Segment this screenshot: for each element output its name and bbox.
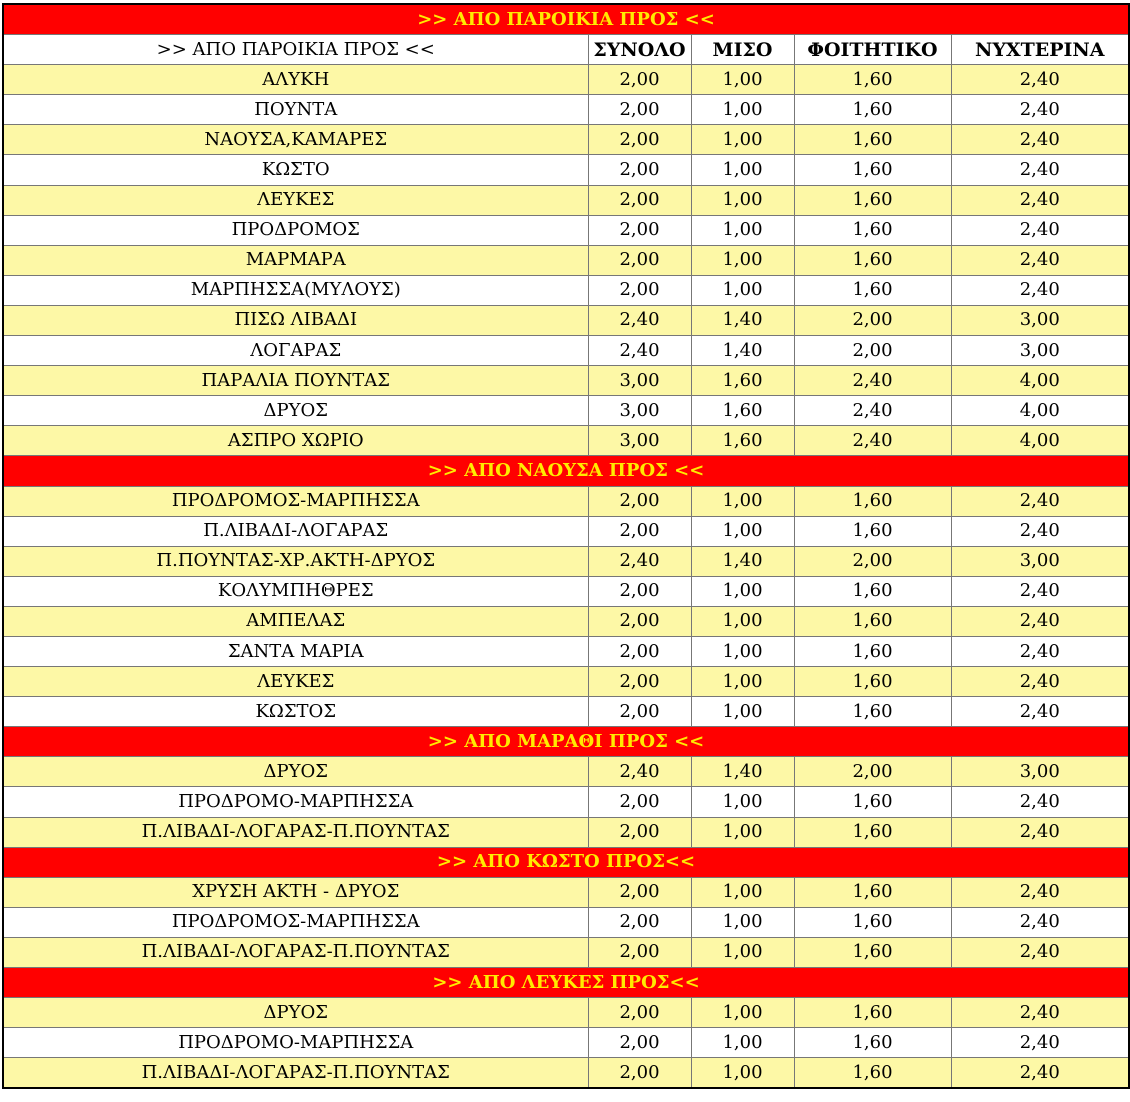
half-fare-cell: 1,00: [691, 486, 794, 516]
route-cell: ΔΡΥΟΣ: [3, 998, 588, 1028]
route-cell: ΛΕΥΚΕΣ: [3, 185, 588, 215]
half-fare-cell: 1,00: [691, 215, 794, 245]
route-cell: ΜΑΡΜΑΡΑ: [3, 245, 588, 275]
table-row: [3, 576, 1129, 606]
half-fare-cell: 1,00: [691, 275, 794, 305]
student-fare-cell: 2,00: [794, 305, 951, 335]
half-fare-cell: 1,00: [691, 1058, 794, 1089]
half-fare-cell: 1,40: [691, 757, 794, 787]
half-fare-cell: 1,00: [691, 667, 794, 697]
column-header-total: ΣΥΝΟΛΟ: [588, 35, 691, 65]
total-fare-cell: 2,40: [588, 305, 691, 335]
total-fare-cell: 2,00: [588, 667, 691, 697]
half-fare-cell: 1,00: [691, 576, 794, 606]
route-cell: ΠΡΟΔΡΟΜΟ-ΜΑΡΠΗΣΣΑ: [3, 787, 588, 817]
half-fare-cell: 1,00: [691, 817, 794, 847]
route-cell: ΛΟΓΑΡΑΣ: [3, 336, 588, 366]
total-fare-cell: 2,00: [588, 877, 691, 907]
student-fare-cell: 2,00: [794, 336, 951, 366]
route-cell: ΔΡΥΟΣ: [3, 396, 588, 426]
half-fare-cell: 1,00: [691, 516, 794, 546]
night-fare-cell: 3,00: [951, 336, 1129, 366]
student-fare-cell: 1,60: [794, 937, 951, 967]
total-fare-cell: 2,00: [588, 817, 691, 847]
table-row: [3, 817, 1129, 847]
route-cell: ΠΑΡΑΛΙΑ ΠΟΥΝΤΑΣ: [3, 366, 588, 396]
night-fare-cell: 2,40: [951, 185, 1129, 215]
table-row: [3, 1028, 1129, 1058]
night-fare-cell: 2,40: [951, 998, 1129, 1028]
table-row: [3, 937, 1129, 967]
night-fare-cell: 2,40: [951, 155, 1129, 185]
student-fare-cell: 2,40: [794, 426, 951, 456]
table-row: [3, 636, 1129, 666]
fare-table: [2, 3, 1130, 1089]
student-fare-cell: 1,60: [794, 245, 951, 275]
table-row: [3, 697, 1129, 727]
student-fare-cell: 1,60: [794, 95, 951, 125]
night-fare-cell: 3,00: [951, 305, 1129, 335]
half-fare-cell: 1,40: [691, 305, 794, 335]
route-cell: ΠΡΟΔΡΟΜΟ-ΜΑΡΠΗΣΣΑ: [3, 1028, 588, 1058]
half-fare-cell: 1,00: [691, 937, 794, 967]
half-fare-cell: 1,40: [691, 336, 794, 366]
total-fare-cell: 2,00: [588, 65, 691, 95]
total-fare-cell: 2,00: [588, 606, 691, 636]
student-fare-cell: 1,60: [794, 697, 951, 727]
half-fare-cell: 1,00: [691, 125, 794, 155]
night-fare-cell: 2,40: [951, 576, 1129, 606]
column-header-night: ΝΥΧΤΕΡΙΝΑ: [951, 35, 1129, 65]
column-header-half: ΜΙΣΟ: [691, 35, 794, 65]
half-fare-cell: 1,00: [691, 1028, 794, 1058]
table-row: [3, 907, 1129, 937]
night-fare-cell: 2,40: [951, 65, 1129, 95]
table-row: [3, 486, 1129, 516]
table-row: [3, 366, 1129, 396]
route-cell: ΠΡΟΔΡΟΜΟΣ: [3, 215, 588, 245]
total-fare-cell: 2,00: [588, 155, 691, 185]
night-fare-cell: 2,40: [951, 516, 1129, 546]
night-fare-cell: 2,40: [951, 877, 1129, 907]
student-fare-cell: 1,60: [794, 817, 951, 847]
column-header-row: [3, 35, 1129, 65]
route-cell: ΑΣΠΡΟ ΧΩΡΙΟ: [3, 426, 588, 456]
night-fare-cell: 2,40: [951, 1028, 1129, 1058]
table-row: [3, 606, 1129, 636]
night-fare-cell: 2,40: [951, 125, 1129, 155]
table-row: [3, 667, 1129, 697]
half-fare-cell: 1,60: [691, 396, 794, 426]
night-fare-cell: 2,40: [951, 245, 1129, 275]
route-cell: ΠΙΣΩ ΛΙΒΑΔΙ: [3, 305, 588, 335]
student-fare-cell: 2,40: [794, 366, 951, 396]
total-fare-cell: 2,00: [588, 486, 691, 516]
total-fare-cell: 2,00: [588, 907, 691, 937]
route-cell: Π.ΛΙΒΑΔΙ-ΛΟΓΑΡΑΣ: [3, 516, 588, 546]
total-fare-cell: 3,00: [588, 366, 691, 396]
total-fare-cell: 2,40: [588, 757, 691, 787]
night-fare-cell: 2,40: [951, 787, 1129, 817]
half-fare-cell: 1,00: [691, 606, 794, 636]
table-row: [3, 155, 1129, 185]
route-cell: ΛΕΥΚΕΣ: [3, 667, 588, 697]
table-row: [3, 998, 1129, 1028]
section-title: >> ΑΠΟ ΠΑΡΟΙΚΙΑ ΠΡΟΣ <<: [3, 4, 1129, 35]
half-fare-cell: 1,60: [691, 366, 794, 396]
total-fare-cell: 2,00: [588, 937, 691, 967]
night-fare-cell: 4,00: [951, 366, 1129, 396]
section-header: [3, 727, 1129, 757]
route-cell: ΜΑΡΠΗΣΣΑ(ΜΥΛΟΥΣ): [3, 275, 588, 305]
table-row: [3, 215, 1129, 245]
night-fare-cell: 2,40: [951, 606, 1129, 636]
student-fare-cell: 1,60: [794, 576, 951, 606]
half-fare-cell: 1,00: [691, 155, 794, 185]
student-fare-cell: 2,40: [794, 396, 951, 426]
table-row: [3, 546, 1129, 576]
total-fare-cell: 2,40: [588, 336, 691, 366]
half-fare-cell: 1,00: [691, 65, 794, 95]
total-fare-cell: 2,00: [588, 1028, 691, 1058]
total-fare-cell: 2,00: [588, 516, 691, 546]
table-row: [3, 305, 1129, 335]
student-fare-cell: 1,60: [794, 155, 951, 185]
student-fare-cell: 1,60: [794, 1058, 951, 1089]
section-title: >> ΑΠΟ ΝΑΟΥΣΑ ΠΡΟΣ <<: [3, 456, 1129, 486]
student-fare-cell: 1,60: [794, 1028, 951, 1058]
total-fare-cell: 2,00: [588, 95, 691, 125]
route-cell: ΠΟΥΝΤΑ: [3, 95, 588, 125]
student-fare-cell: 1,60: [794, 185, 951, 215]
half-fare-cell: 1,00: [691, 245, 794, 275]
route-cell: Π.ΛΙΒΑΔΙ-ΛΟΓΑΡΑΣ-Π.ΠΟΥΝΤΑΣ: [3, 937, 588, 967]
section-title: >> ΑΠΟ ΜΑΡΑΘΙ ΠΡΟΣ <<: [3, 727, 1129, 757]
student-fare-cell: 2,00: [794, 546, 951, 576]
total-fare-cell: 2,00: [588, 275, 691, 305]
section-title: >> ΑΠΟ ΛΕΥΚΕΣ ΠΡΟΣ<<: [3, 968, 1129, 998]
route-cell: ΑΜΠΕΛΑΣ: [3, 606, 588, 636]
student-fare-cell: 1,60: [794, 877, 951, 907]
total-fare-cell: 3,00: [588, 426, 691, 456]
table-row: [3, 125, 1129, 155]
route-cell: ΔΡΥΟΣ: [3, 757, 588, 787]
student-fare-cell: 1,60: [794, 787, 951, 817]
half-fare-cell: 1,00: [691, 877, 794, 907]
total-fare-cell: 2,00: [588, 215, 691, 245]
total-fare-cell: 2,40: [588, 546, 691, 576]
total-fare-cell: 2,00: [588, 125, 691, 155]
student-fare-cell: 1,60: [794, 636, 951, 666]
section-header: [3, 4, 1129, 35]
section-header: [3, 847, 1129, 877]
night-fare-cell: 2,40: [951, 95, 1129, 125]
route-cell: ΚΟΛΥΜΠΗΘΡΕΣ: [3, 576, 588, 606]
student-fare-cell: 2,00: [794, 757, 951, 787]
half-fare-cell: 1,00: [691, 787, 794, 817]
table-row: [3, 787, 1129, 817]
night-fare-cell: 3,00: [951, 757, 1129, 787]
total-fare-cell: 2,00: [588, 998, 691, 1028]
total-fare-cell: 2,00: [588, 787, 691, 817]
section-title: >> ΑΠΟ ΚΩΣΤΟ ΠΡΟΣ<<: [3, 847, 1129, 877]
total-fare-cell: 2,00: [588, 576, 691, 606]
night-fare-cell: 2,40: [951, 1058, 1129, 1089]
half-fare-cell: 1,40: [691, 546, 794, 576]
route-cell: Π.ΛΙΒΑΔΙ-ΛΟΓΑΡΑΣ-Π.ΠΟΥΝΤΑΣ: [3, 817, 588, 847]
table-row: [3, 95, 1129, 125]
night-fare-cell: 4,00: [951, 426, 1129, 456]
half-fare-cell: 1,00: [691, 697, 794, 727]
night-fare-cell: 2,40: [951, 817, 1129, 847]
student-fare-cell: 1,60: [794, 215, 951, 245]
route-cell: Π.ΠΟΥΝΤΑΣ-ΧΡ.ΑΚΤΗ-ΔΡΥΟΣ: [3, 546, 588, 576]
student-fare-cell: 1,60: [794, 907, 951, 937]
column-header-student: ΦΟΙΤΗΤΙΚΟ: [794, 35, 951, 65]
night-fare-cell: 2,40: [951, 667, 1129, 697]
student-fare-cell: 1,60: [794, 998, 951, 1028]
section-header: [3, 456, 1129, 486]
student-fare-cell: 1,60: [794, 125, 951, 155]
night-fare-cell: 2,40: [951, 215, 1129, 245]
table-row: [3, 275, 1129, 305]
table-row: [3, 516, 1129, 546]
table-row: [3, 65, 1129, 95]
half-fare-cell: 1,00: [691, 185, 794, 215]
table-row: [3, 757, 1129, 787]
half-fare-cell: 1,00: [691, 636, 794, 666]
column-header-route: >> ΑΠΟ ΠΑΡΟΙΚΙΑ ΠΡΟΣ <<: [3, 35, 588, 65]
total-fare-cell: 2,00: [588, 636, 691, 666]
table-row: [3, 336, 1129, 366]
student-fare-cell: 1,60: [794, 667, 951, 697]
route-cell: ΝΑΟΥΣΑ,ΚΑΜΑΡΕΣ: [3, 125, 588, 155]
route-cell: ΧΡΥΣΗ ΑΚΤΗ - ΔΡΥΟΣ: [3, 877, 588, 907]
total-fare-cell: 2,00: [588, 185, 691, 215]
table-row: [3, 185, 1129, 215]
total-fare-cell: 2,00: [588, 245, 691, 275]
fare-table-body: [3, 4, 1129, 1088]
total-fare-cell: 3,00: [588, 396, 691, 426]
route-cell: ΠΡΟΔΡΟΜΟΣ-ΜΑΡΠΗΣΣΑ: [3, 907, 588, 937]
night-fare-cell: 2,40: [951, 275, 1129, 305]
table-row: [3, 396, 1129, 426]
total-fare-cell: 2,00: [588, 1058, 691, 1089]
total-fare-cell: 2,00: [588, 697, 691, 727]
student-fare-cell: 1,60: [794, 486, 951, 516]
night-fare-cell: 2,40: [951, 486, 1129, 516]
table-row: [3, 1058, 1129, 1089]
half-fare-cell: 1,00: [691, 95, 794, 125]
student-fare-cell: 1,60: [794, 606, 951, 636]
night-fare-cell: 2,40: [951, 697, 1129, 727]
route-cell: ΣΑΝΤΑ ΜΑΡΙΑ: [3, 636, 588, 666]
student-fare-cell: 1,60: [794, 65, 951, 95]
table-row: [3, 877, 1129, 907]
route-cell: ΠΡΟΔΡΟΜΟΣ-ΜΑΡΠΗΣΣΑ: [3, 486, 588, 516]
half-fare-cell: 1,00: [691, 998, 794, 1028]
half-fare-cell: 1,00: [691, 907, 794, 937]
student-fare-cell: 1,60: [794, 275, 951, 305]
night-fare-cell: 2,40: [951, 907, 1129, 937]
night-fare-cell: 4,00: [951, 396, 1129, 426]
half-fare-cell: 1,60: [691, 426, 794, 456]
section-header: [3, 968, 1129, 998]
night-fare-cell: 2,40: [951, 636, 1129, 666]
table-row: [3, 245, 1129, 275]
route-cell: ΑΛΥΚΗ: [3, 65, 588, 95]
route-cell: ΚΩΣΤΟ: [3, 155, 588, 185]
route-cell: Π.ΛΙΒΑΔΙ-ΛΟΓΑΡΑΣ-Π.ΠΟΥΝΤΑΣ: [3, 1058, 588, 1089]
student-fare-cell: 1,60: [794, 516, 951, 546]
night-fare-cell: 2,40: [951, 937, 1129, 967]
route-cell: ΚΩΣΤΟΣ: [3, 697, 588, 727]
night-fare-cell: 3,00: [951, 546, 1129, 576]
table-row: [3, 426, 1129, 456]
